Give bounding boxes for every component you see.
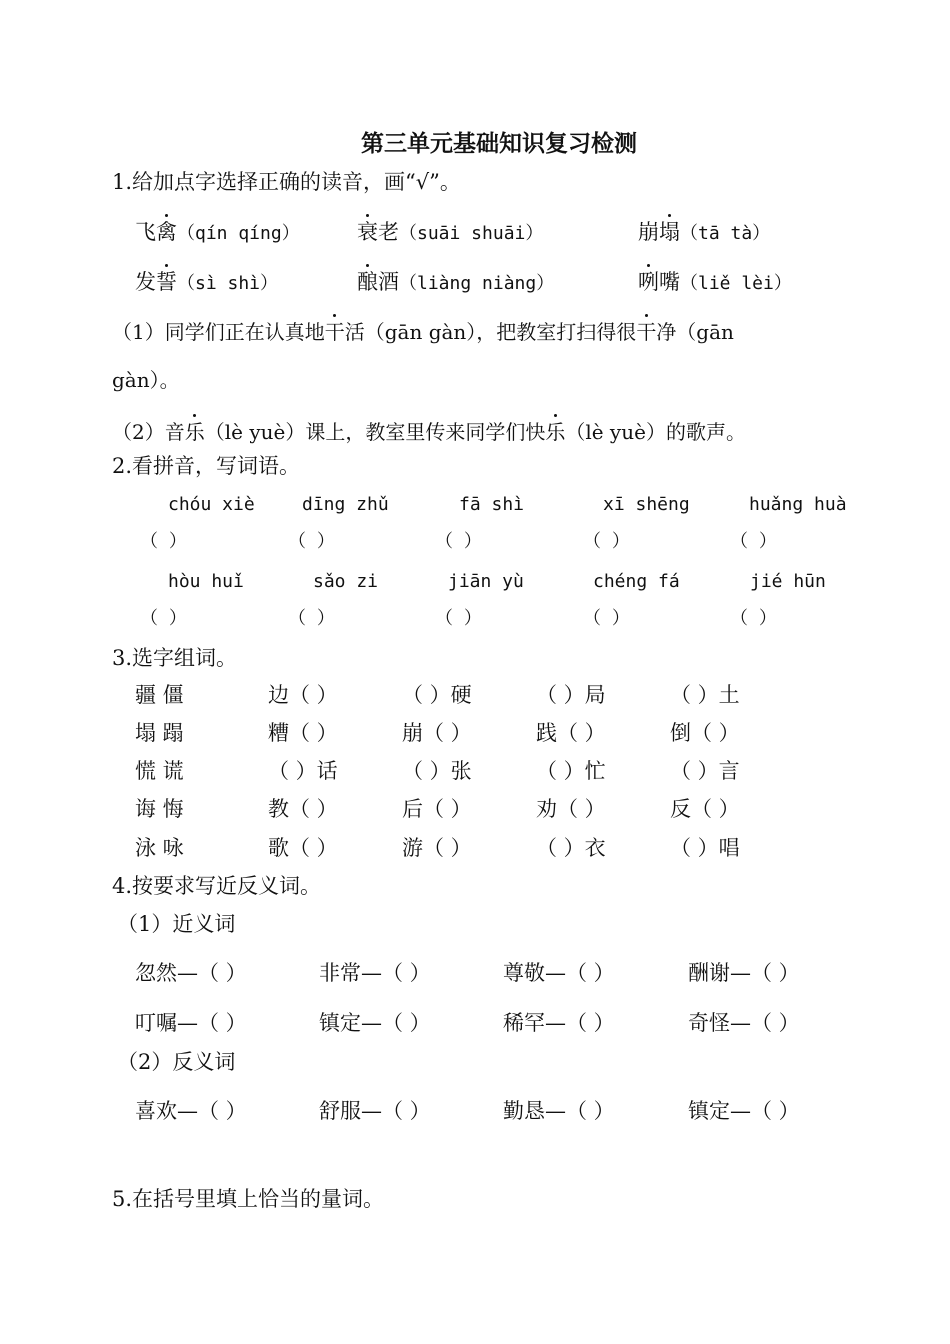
pinyin-item: dīng zhǔ [302,494,389,515]
word-blank[interactable]: 崩（ ） [402,721,472,745]
synonym-blank[interactable]: 镇定—（ ） [319,1011,431,1035]
answer-blank[interactable]: （ ） [583,531,630,552]
synonym-blank[interactable]: 稀罕—（ ） [503,1011,615,1035]
synonym-blank[interactable]: 奇怪—（ ） [688,1011,800,1035]
word-blank[interactable]: （ ）言 [670,759,740,783]
antonym-blank[interactable]: 舒服—（ ） [319,1099,431,1123]
answer-blank[interactable]: （ ） [288,531,335,552]
char-pair: 慌 谎 [135,759,184,783]
word-blank[interactable]: 教（ ） [268,797,338,821]
answer-blank[interactable]: （ ） [288,608,335,629]
answer-blank[interactable]: （ ） [140,608,187,629]
page-title: 第三单元基础知识复习检测 [361,130,637,157]
pinyin-item: jiān yù [448,571,524,592]
word-blank[interactable]: 倒（ ） [670,721,740,745]
q1-item: 崩塌（tā tà） [638,220,771,244]
pinyin-item: hòu huǐ [168,571,244,592]
pinyin-item: huǎng huà [749,494,847,515]
answer-blank[interactable]: （ ） [730,531,777,552]
word-blank[interactable]: 边（ ） [268,683,338,707]
pinyin-item: chéng fá [593,571,680,592]
synonym-blank[interactable]: 忽然—（ ） [135,961,247,985]
char-pair: 塌 蹋 [135,721,184,745]
antonym-blank[interactable]: 镇定—（ ） [688,1099,800,1123]
antonym-blank[interactable]: 勤恳—（ ） [503,1099,615,1123]
q2-heading: 2.看拼音，写词语。 [112,454,301,478]
q1-item: 发誓（sì shì） [135,270,279,294]
answer-blank[interactable]: （ ） [435,531,482,552]
pinyin-item: xī shēng [603,494,690,515]
word-blank[interactable]: （ ）忙 [536,759,606,783]
pinyin-item: fā shì [459,494,525,515]
q1-heading: 1.给加点字选择正确的读音，画“√”。 [112,170,461,194]
pinyin-item: sǎo zi [313,571,379,592]
q1-item: 飞禽（qín qíng） [135,220,300,244]
answer-blank[interactable]: （ ） [140,531,187,552]
word-blank[interactable]: 糟（ ） [268,721,338,745]
word-blank[interactable]: 游（ ） [402,836,472,860]
word-blank[interactable]: 后（ ） [402,797,472,821]
q4-heading: 4.按要求写近反义词。 [112,874,322,898]
answer-blank[interactable]: （ ） [583,608,630,629]
q4-sub-antonyms: （2）反义词 [117,1050,236,1074]
word-blank[interactable]: 歌（ ） [268,836,338,860]
synonym-blank[interactable]: 尊敬—（ ） [503,961,615,985]
q5-heading: 5.在括号里填上恰当的量词。 [112,1187,385,1211]
answer-blank[interactable]: （ ） [730,608,777,629]
q1-sentence-1: （1）同学们正在认真地干活（gān gàn），把教室打扫得很干净（gān [112,320,734,344]
char-pair: 泳 咏 [135,836,184,860]
pinyin-item: chóu xiè [168,494,255,515]
q1-item: 衰老（suāi shuāi） [357,220,544,244]
word-blank[interactable]: 劝（ ） [536,797,606,821]
word-blank[interactable]: （ ）唱 [670,836,740,860]
char-pair: 诲 悔 [135,797,184,821]
word-blank[interactable]: （ ）土 [670,683,740,707]
q4-sub-synonyms: （1）近义词 [117,912,236,936]
synonym-blank[interactable]: 叮嘱—（ ） [135,1011,247,1035]
q1-sentence-2: （2）音乐（lè yuè）课上，教室里传来同学们快乐（lè yuè）的歌声。 [112,420,746,444]
synonym-blank[interactable]: 非常—（ ） [319,961,431,985]
word-blank[interactable]: （ ）衣 [536,836,606,860]
word-blank[interactable]: （ ）话 [268,759,338,783]
char-pair: 疆 僵 [135,683,184,707]
word-blank[interactable]: 反（ ） [670,797,740,821]
synonym-blank[interactable]: 酬谢—（ ） [688,961,800,985]
q1-item: 咧嘴（liě lèi） [638,270,792,294]
word-blank[interactable]: 践（ ） [536,721,606,745]
pinyin-item: jié hūn [750,571,826,592]
q1-sentence-1-cont: gàn）。 [112,368,180,392]
word-blank[interactable]: （ ）张 [402,759,472,783]
answer-blank[interactable]: （ ） [435,608,482,629]
word-blank[interactable]: （ ）局 [536,683,606,707]
q1-item: 酿酒（liàng niàng） [357,270,555,294]
q3-heading: 3.选字组词。 [112,646,238,670]
word-blank[interactable]: （ ）硬 [402,683,472,707]
antonym-blank[interactable]: 喜欢—（ ） [135,1099,247,1123]
